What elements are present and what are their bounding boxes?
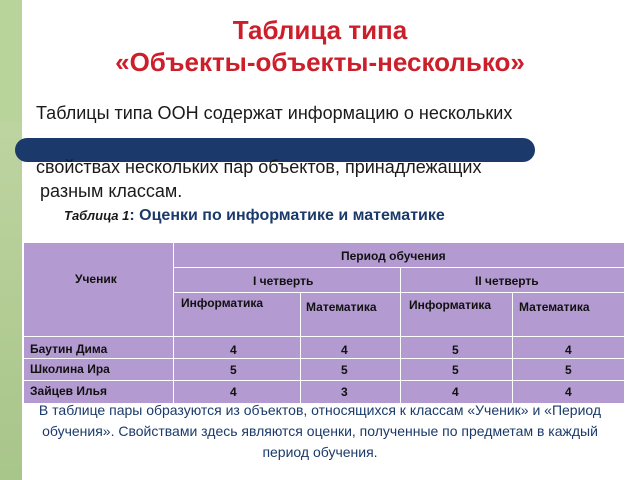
grade-cell: 5 [341,363,348,377]
header-quarter-2: II четверть [475,274,539,288]
title-line-2: «Объекты-объекты-несколько» [115,47,525,77]
slide-title [0,14,640,78]
grade-cell: 4 [565,343,572,357]
table-row-name: Зайцев Илья [30,384,107,398]
grade-cell: 5 [452,343,459,357]
grade-cell: 5 [452,363,459,377]
header-subject-q2-math: Математика [519,300,590,314]
header-student: Ученик [75,272,117,286]
header-subject-q1-math: Математика [306,300,377,314]
grade-cell: 3 [341,385,348,399]
header-subject-q1-informatics: Информатика [181,296,264,310]
intro-line-3: разным классам. [40,181,183,201]
grade-cell: 4 [565,385,572,399]
caption-prefix: Таблица 1 [64,208,130,223]
grade-cell: 4 [230,385,237,399]
header-quarter-1: I четверть [253,274,314,288]
footer-paragraph: В таблице пары образуются из объектов, относящихся к классам «Ученик» и «Период обучения». Свойствами здесь являются оценки, полученные по предметам в каждый период обучения. [38,402,602,460]
intro-line-1: Таблицы типа ООН содержат информацию о нескольких [36,103,513,123]
table-row-name: Баутин Дима [30,342,108,356]
grade-cell: 5 [565,363,572,377]
grade-cell: 5 [230,363,237,377]
grade-cell: 4 [452,385,459,399]
grade-cell: 4 [230,343,237,357]
header-period: Период обучения [341,249,446,263]
caption-text: : Оценки по информатике и математике [129,207,445,224]
title-line-1: Таблица типа [232,15,408,45]
grade-cell: 4 [341,343,348,357]
table-row-name: Школина Ира [30,362,110,376]
grades-table [23,242,625,404]
intro-line-2: свойствах нескольких пар объектов, принадлежащих [36,157,482,177]
table-caption [64,207,445,225]
header-subject-q2-informatics: Информатика [409,298,492,312]
